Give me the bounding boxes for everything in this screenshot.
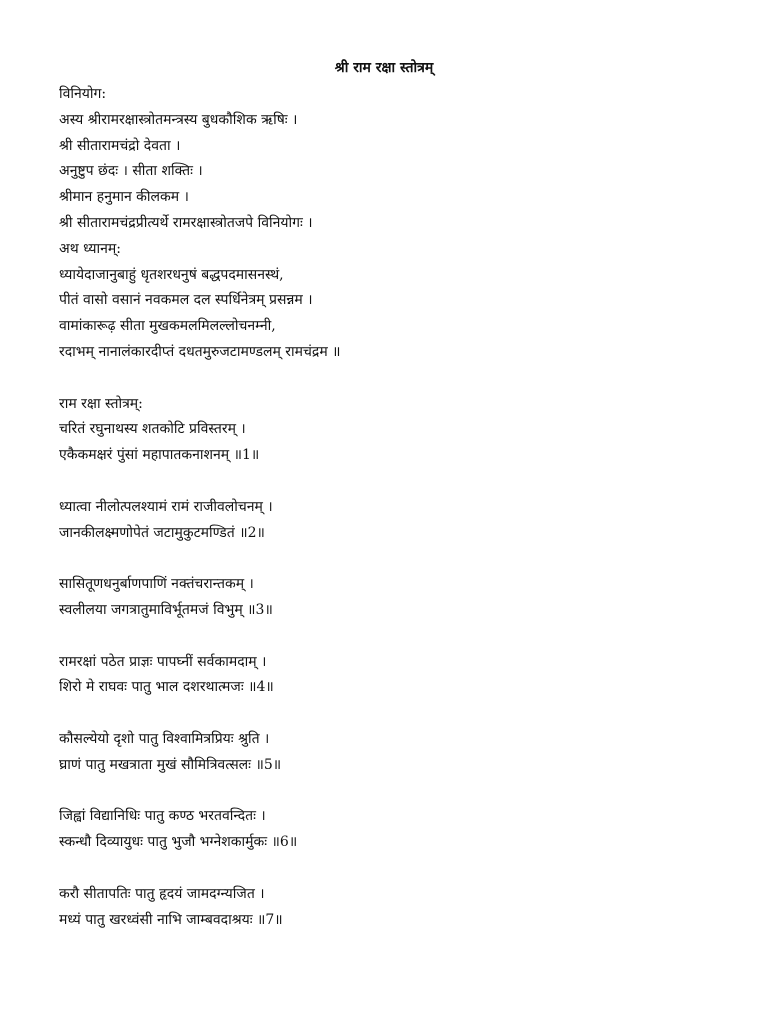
viniyoga-line: श्री सीतारामचंद्रो देवता । xyxy=(59,137,181,154)
dhyanam-line: वामांकारूढ़ सीता मुखकमलमिलल्लोचनम्नी, xyxy=(59,318,276,335)
blank-line xyxy=(59,366,719,392)
verse-line: एकैकमक्षरं पुंसां महापातकनाशनम् ॥1॥ xyxy=(59,447,260,464)
blank-line xyxy=(59,701,719,727)
stotram-heading: राम रक्षा स्तोत्रम्: xyxy=(59,395,143,412)
verse-line: सासितूणधनुर्बाणपाणिं नक्तंचरान्तकम् । xyxy=(59,576,254,593)
verse-line: शिरो मे राघवः पातु भाल दशरथात्मजः ॥4॥ xyxy=(59,679,274,696)
blank-line xyxy=(59,856,719,882)
page-title xyxy=(0,58,768,77)
verse-line: रामरक्षां पठेत प्राज्ञः पापघ्नीं सर्वकामदाम् । xyxy=(59,653,267,670)
blank-line xyxy=(59,624,719,650)
dhyanam-heading: अथ ध्यानम्: xyxy=(59,240,121,257)
document-body xyxy=(59,82,719,933)
verse-line: जानकीलक्ष्मणोपेतं जटामुकुटमण्डितं ॥2॥ xyxy=(59,524,265,541)
blank-line xyxy=(59,546,719,572)
page-title-text: श्री राम रक्षा स्तोत्रम् xyxy=(334,60,434,76)
viniyoga-line: अस्य श्रीरामरक्षास्त्रोतमन्त्रस्य बुधकौशिक ऋषिः । xyxy=(59,111,298,128)
dhyanam-line: रदाभम् नानालंकारदीप्तं दधतमुरुजटामण्डलम् रामचंद्रम ॥ xyxy=(59,343,341,360)
dhyanam-line: ध्यायेदाजानुबाहुं धृतशरधनुषं बद्धपदमासनस्थं, xyxy=(59,266,284,283)
verse-line: मध्यं पातु खरध्वंसी नाभि जाम्बवदाश्रयः ॥7॥ xyxy=(59,911,283,928)
verse-line: ध्यात्वा नीलोत्पलश्यामं रामं राजीवलोचनम् । xyxy=(59,498,273,515)
dhyanam-line: पीतं वासो वसानं नवकमल दल स्पर्धिनेत्रम् प्रसन्नम । xyxy=(59,292,313,309)
verse-line: चरितं रघुनाथस्य शतकोटि प्रविस्तरम् । xyxy=(59,421,246,438)
verse-line: जिह्वां विद्यानिधिः पातु कण्ठ भरतवन्दितः । xyxy=(59,808,266,825)
verse-line: कौसल्येयो दृशो पातु विश्वामित्रप्रियः श्रुति । xyxy=(59,730,270,747)
viniyoga-line: श्री सीतारामचंद्रप्रीत्यर्थे रामरक्षास्त्रोतजपे विनियोगः । xyxy=(59,214,313,231)
viniyoga-heading: विनियोग: xyxy=(59,86,107,102)
verse-line: स्कन्धौ दिव्यायुधः पातु भुजौ भग्नेशकार्मुकः ॥6॥ xyxy=(59,834,298,851)
verse-line: घ्राणं पातु मखत्राता मुखं सौमित्रिवत्सलः ॥5॥ xyxy=(59,756,282,773)
blank-line xyxy=(59,469,719,495)
viniyoga-line: श्रीमान हनुमान कीलकम । xyxy=(59,189,189,206)
viniyoga-line: अनुष्टुप छंदः । सीता शक्तिः । xyxy=(59,163,203,180)
verse-line: करौ सीतापतिः पातु हृदयं जामदग्न्यजित । xyxy=(59,885,265,902)
blank-line xyxy=(59,779,719,805)
verse-line: स्वलीलया जगत्रातुमाविर्भूतमजं विभुम् ॥3॥ xyxy=(59,601,273,618)
